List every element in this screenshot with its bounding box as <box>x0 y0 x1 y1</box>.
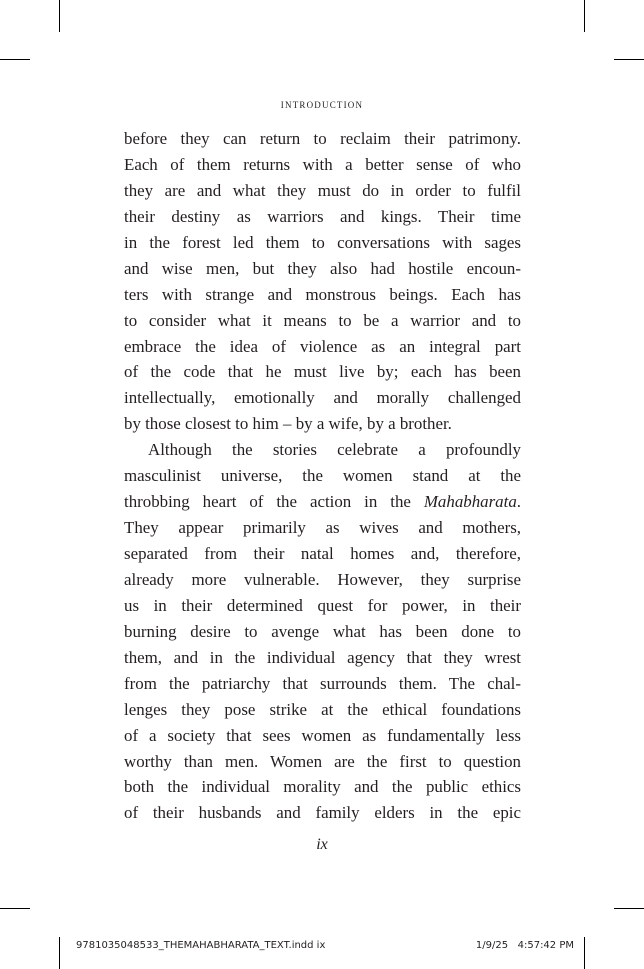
text-line: separated from their natal homes and, therefore, <box>124 544 521 563</box>
text-line-with-title <box>124 489 521 515</box>
text-line: and wise men, but they also had hostile encoun- <box>124 258 521 278</box>
text-line: their destiny as warriors and kings. Their time <box>124 206 521 226</box>
text-line: ters with strange and monstrous beings. Each has <box>124 284 521 304</box>
text-line: in the forest led them to conversations with sages <box>124 232 521 252</box>
text-line: us in their determined quest for power, in their <box>124 595 521 615</box>
text-line: before they can return to reclaim their patrimony. <box>124 129 521 148</box>
text-line: lenges they pose strike at the ethical foundations <box>124 699 521 719</box>
crop-mark-right-bottom <box>614 908 644 909</box>
crop-mark-bottom-left <box>59 937 60 969</box>
text-line-start: throbbing heart of the action in the <box>124 492 424 512</box>
text-line: they are and what they must do in order to fulfil <box>124 180 521 200</box>
text-line: masculinist universe, the women stand at the <box>124 466 521 486</box>
text-line: embrace the idea of violence as an integral part <box>124 336 521 356</box>
crop-mark-top-left <box>59 0 60 32</box>
slug-time: 4:57:42 PM <box>517 940 574 951</box>
text-line: already more vulnerable. However, they surprise <box>124 569 521 589</box>
crop-mark-left-top <box>0 59 30 60</box>
crop-mark-bottom-right <box>584 937 585 969</box>
text-line: worthy than men. Women are the first to question <box>124 751 521 771</box>
text-line: intellectually, emotionally and morally challenged <box>124 388 521 408</box>
book-title: Mahabharata <box>423 492 517 512</box>
body-text <box>124 126 521 826</box>
crop-mark-left-bottom <box>0 908 30 909</box>
text-line: Although the stories celebrate a profoundly <box>148 440 521 460</box>
crop-mark-top-right <box>584 0 585 32</box>
text-line: from the patriarchy that surrounds them. The chal- <box>124 673 521 693</box>
page-number: ix <box>316 836 328 853</box>
text-line: of a society that sees women as fundamentally less <box>124 725 521 745</box>
text-line: They appear primarily as wives and mothers, <box>124 518 521 538</box>
slug-timestamp <box>476 940 574 956</box>
text-line: them, and in the individual agency that they wrest <box>124 647 521 667</box>
text-line: both the individual morality and the public ethics <box>124 777 521 797</box>
text-line: Each of them returns with a better sense of who <box>124 154 521 174</box>
text-line: by those closest to him – by a wife, by a brother. <box>124 414 452 434</box>
running-head: introduction <box>280 97 364 111</box>
title-suffix: . <box>516 492 521 512</box>
text-line: of the code that he must live by; each has been <box>124 362 521 382</box>
text-line: burning desire to avenge what has been done to <box>124 621 521 641</box>
text-line: of their husbands and family elders in the epic <box>124 803 521 823</box>
slug-filename: 9781035048533_THEMAHABHARATA_TEXT.indd ix <box>76 940 326 951</box>
text-line: to consider what it means to be a warrior and to <box>124 310 521 330</box>
slug-date: 1/9/25 <box>475 940 509 951</box>
crop-mark-right-top <box>614 59 644 60</box>
